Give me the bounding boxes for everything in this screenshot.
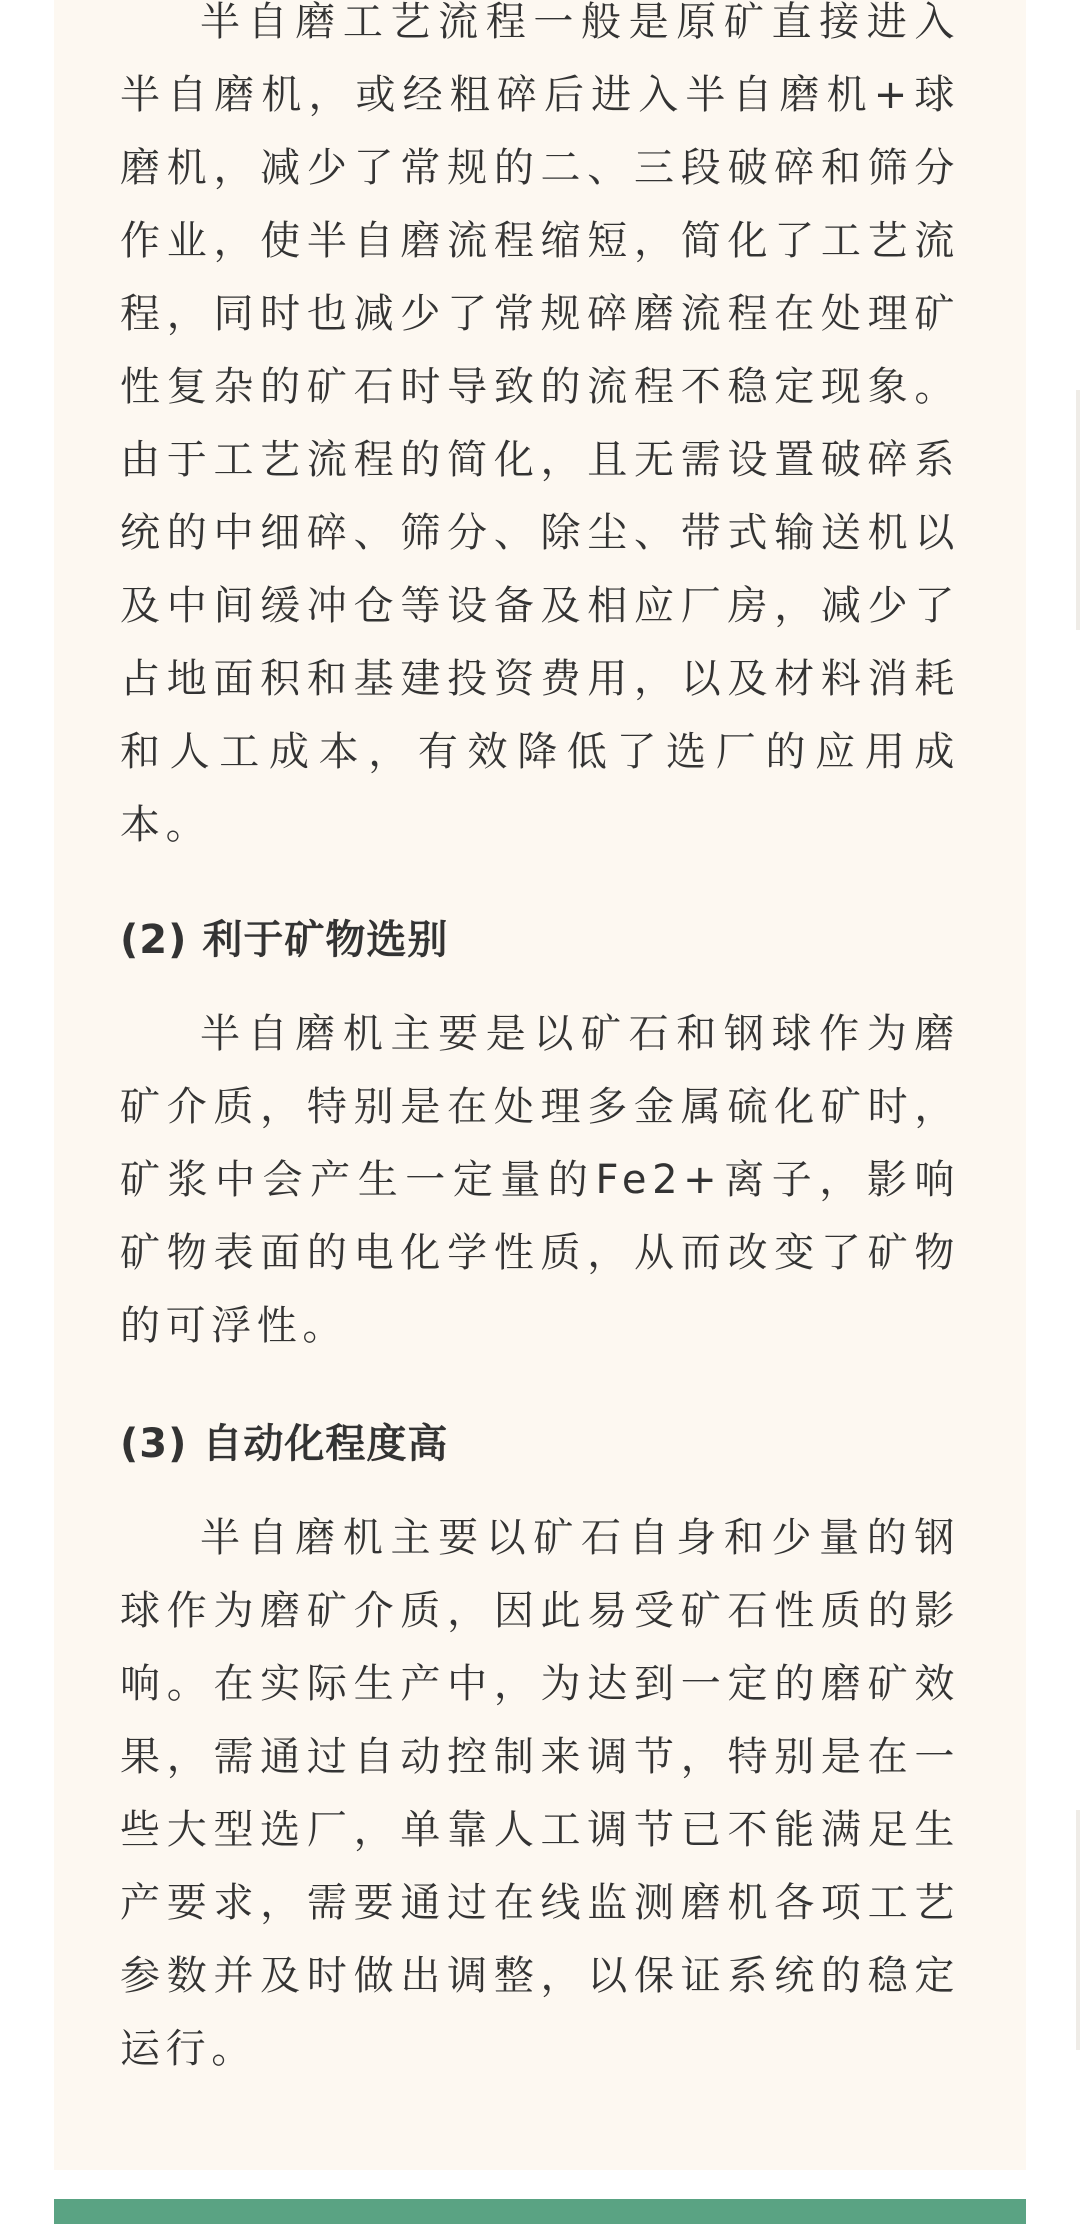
paragraph-mineral-separation: 半自磨机主要是以矿石和钢球作为磨矿介质，特别是在处理多金属硫化矿时，矿浆中会产生一定量的Fe2+离子，影响矿物表面的电化学性质，从而改变了矿物的可浮性。 (120, 1011, 960, 1349)
paragraph-automation: 半自磨机主要以矿石自身和少量的钢球作为磨矿介质，因此易受矿石性质的影响。在实际生产中，为达到一定的磨矿效果，需通过自动控制来调节，特别是在一些大型选厂，单靠人工调节已不能满足生产要求，需要通过在线监测磨机各项工艺参数并及时做出调整，以保证系统的稳定运行。 (120, 1515, 960, 2072)
section-heading-automation: (3) 自动化程度高 (120, 1421, 449, 1467)
footer-accent-bar (54, 2199, 1026, 2224)
scroll-indicator[interactable] (1076, 1810, 1080, 2050)
section-heading-mineral-separation: (2) 利于矿物选别 (120, 917, 449, 963)
scroll-indicator[interactable] (1076, 390, 1080, 630)
paragraph-process-simplification: 半自磨工艺流程一般是原矿直接进入半自磨机，或经粗碎后进入半自磨机+球磨机，减少了常规的二、三段破碎和筛分作业，使半自磨流程缩短，简化了工艺流程，同时也减少了常规碎磨流程在处理矿性复杂的矿石时导致的流程不稳定现象。由于工艺流程的简化，且无需设置破碎系统的中细碎、筛分、除尘、带式输送机以及中间缓冲仓等设备及相应厂房，减少了占地面积和基建投资费用，以及材料消耗和人工成本，有效降低了选厂的应用成本。 (120, 0, 960, 848)
